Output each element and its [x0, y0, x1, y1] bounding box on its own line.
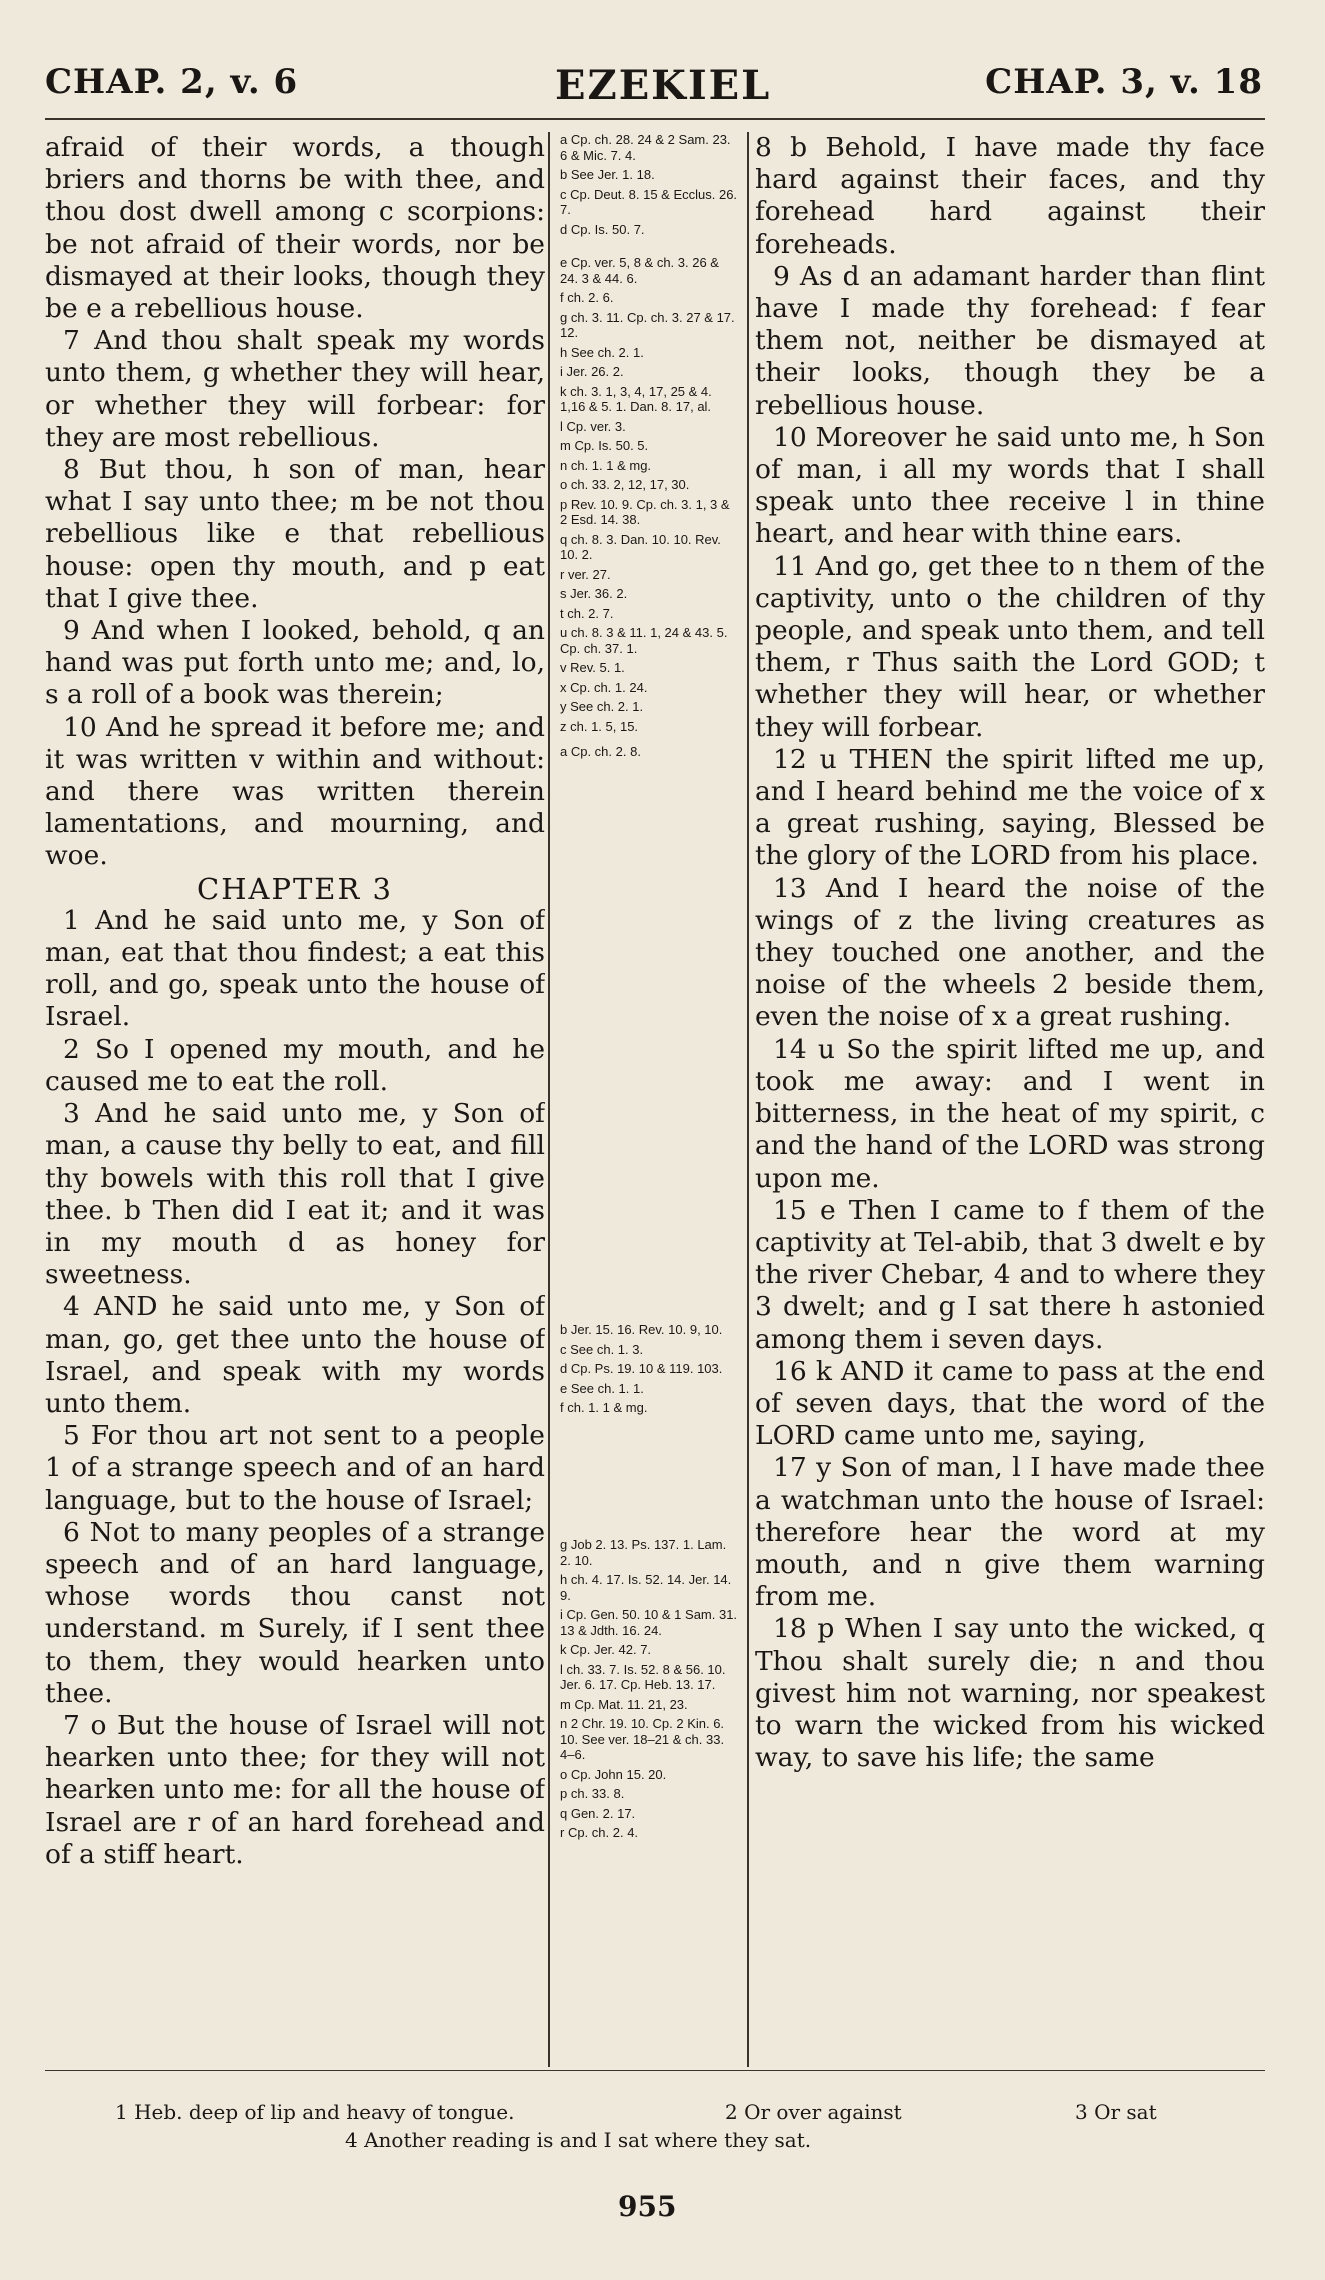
cross-reference: u ch. 8. 3 & 11. 1, 24 & 43. 5. Cp. ch. 37. 1.: [560, 625, 728, 656]
cross-references-middle: [560, 1322, 740, 1420]
cross-references-top: [560, 132, 740, 764]
cross-reference: a Cp. ch. 28. 24 & 2 Sam. 23. 6 & Mic. 7. 4.: [560, 132, 731, 163]
verse-text: 10 And he spread it before me; and it was written v within and without: and there was written therein lamentations, and mourning, and woe.: [45, 711, 545, 872]
verse-text: 7 o But the house of Israel will not hearken unto thee; for they will not hearken unto me: for all the house of Israel are r of an hard forehead and of a stiff heart.: [45, 1709, 545, 1870]
verse-text: 2 So I opened my mouth, and he caused me to eat the roll.: [45, 1033, 545, 1097]
cross-reference: n ch. 1. 1 & mg.: [560, 457, 652, 473]
verse-text: 17 y Son of man, l I have made thee a watchman unto the house of Israel: therefore hear the word at my mouth, and n give them warning from me.: [755, 1452, 1265, 1613]
verse-text: 14 u So the spirit lifted me up, and took me away: and I went in bitterness, in the heat of my spirit, c and the hand of the LORD was strong upon me.: [755, 1033, 1265, 1194]
cross-reference: r Cp. ch. 2. 4.: [560, 1825, 639, 1840]
cross-reference: m Cp. Is. 50. 5.: [560, 438, 649, 453]
cross-reference: g Job 2. 13. Ps. 137. 1. Lam. 2. 10.: [560, 1537, 727, 1568]
verse-text-paragraph-start: 12 u THEN the spirit lifted me up, and I heard behind me the voice of x a great rushing, saying, Blessed be the glory of the LORD from his place.: [755, 743, 1265, 872]
cross-reference: i Jer. 26. 2.: [560, 364, 624, 379]
cross-reference: m Cp. Mat. 11. 21, 23.: [560, 1696, 688, 1712]
cross-reference: i Cp. Gen. 50. 10 & 1 Sam. 31. 13 & Jdth. 16. 24.: [560, 1607, 738, 1638]
verse-text: 5 For thou art not sent to a people 1 of a strange speech and of an hard language, but to the house of Israel;: [45, 1420, 545, 1516]
verse-text-paragraph-start: 4 AND he said unto me, y Son of man, go, get thee unto the house of Israel, and speak with my words unto them.: [45, 1291, 545, 1419]
cross-reference: q ch. 8. 3. Dan. 10. 10. Rev. 10. 2.: [560, 531, 721, 562]
column-rule-right: [747, 132, 749, 2067]
verse-text: 8 But thou, h son of man, hear what I say unto thee; m be not thou rebellious like e that rebellious house: open thy mouth, and p eat that I give thee.: [45, 454, 545, 614]
cross-reference: h ch. 4. 17. Is. 52. 14. Jer. 14. 9.: [560, 1572, 732, 1603]
footnote: 2 Or over against: [725, 2100, 902, 2124]
cross-reference: f ch. 2. 6.: [560, 290, 614, 305]
cross-reference: r ver. 27.: [560, 566, 611, 582]
verse-text: 3 And he said unto me, y Son of man, a cause thy belly to eat, and fill thy bowels with this roll that I give thee. b Then did I eat it; and it was in my mouth d as honey for sweetness.: [45, 1098, 545, 1291]
cross-reference: s Jer. 36. 2.: [560, 586, 628, 601]
verse-text: 6 Not to many peoples of a strange speech and of an hard language, whose words thou canst not understand. m Surely, if I sent thee to them, they would hearken unto thee.: [45, 1516, 545, 1709]
verse-text-paragraph-start: 16 k AND it came to pass at the end of seven days, that the word of the LORD came unto me, saying,: [755, 1355, 1265, 1452]
left-text-column: [45, 132, 545, 2057]
page-number: 955: [618, 2190, 677, 2223]
cross-reference: v Rev. 5. 1.: [560, 660, 625, 675]
header-rule: [45, 118, 1265, 120]
verse-text: 15 e Then I came to f them of the captivity at Tel-abib, that 3 dwelt e by the river Chebar, 4 and to where they 3 dwelt; and g I sat there h astonied among them i seven days.: [755, 1194, 1265, 1355]
cross-reference: e See ch. 1. 1.: [560, 1380, 644, 1396]
cross-reference: p ch. 33. 8.: [560, 1786, 625, 1801]
cross-reference: a Cp. ch. 2. 8.: [560, 744, 641, 759]
cross-reference: c See ch. 1. 3.: [560, 1341, 644, 1357]
chapter-heading: CHAPTER 3: [197, 871, 393, 906]
cross-reference: t ch. 2. 7.: [560, 605, 614, 621]
verse-text: 18 p When I say unto the wicked, q Thou shalt surely die; n and thou givest him not warning, nor speakest to warn the wicked from his wicked way, to save his life; the same: [755, 1613, 1265, 1774]
cross-reference: l ch. 33. 7. Is. 52. 8 & 56. 10. Jer. 6. 17. Cp. Heb. 13. 17.: [560, 1661, 726, 1692]
column-rule-left: [548, 132, 550, 2067]
running-head-right: CHAP. 3, v. 18: [985, 62, 1263, 102]
cross-reference: o Cp. John 15. 20.: [560, 1766, 667, 1782]
footnote: 1 Heb. deep of lip and heavy of tongue.: [115, 2100, 515, 2124]
cross-reference: k ch. 3. 1, 3, 4, 17, 25 & 4. 1,16 & 5. 1. Dan. 8. 17, al.: [560, 383, 712, 414]
cross-reference: y See ch. 2. 1.: [560, 699, 644, 714]
verse-text: 9 As d an adamant harder than flint have I made thy forehead: f fear them not, neither be dismayed at their looks, though they be a rebellious house.: [755, 260, 1265, 421]
cross-reference: g ch. 3. 11. Cp. ch. 3. 27 & 17. 12.: [560, 309, 735, 340]
right-text-column: [755, 132, 1265, 2057]
cross-reference: l Cp. ver. 3.: [560, 418, 626, 434]
cross-reference: p Rev. 10. 9. Cp. ch. 3. 1, 3 & 2 Esd. 14. 38.: [560, 496, 730, 527]
cross-reference: c Cp. Deut. 8. 15 & Ecclus. 26. 7.: [560, 186, 738, 217]
verse-text: 13 And I heard the noise of the wings of z the living creatures as they touched one another, and the noise of the wheels 2 beside them, even the noise of x a great rushing.: [755, 872, 1265, 1033]
cross-reference-column: [560, 132, 740, 2057]
verse-text: afraid of their words, a though briers and thorns be with thee, and thou dost dwell among c scorpions: be not afraid of their words, nor be dismayed at their looks, though they be e a rebellious house.: [45, 132, 545, 325]
running-head-left: CHAP. 2, v. 6: [45, 62, 299, 102]
footnote-rule: [45, 2070, 1265, 2071]
verse-text: 9 And when I looked, behold, q an hand was put forth unto me; and, lo, s a roll of a book was therein;: [45, 615, 545, 711]
cross-reference: b See Jer. 1. 18.: [560, 167, 655, 182]
cross-reference: d Cp. Is. 50. 7.: [560, 221, 645, 237]
cross-reference: k Cp. Jer. 42. 7.: [560, 1642, 652, 1657]
cross-reference: h See ch. 2. 1.: [560, 344, 644, 360]
cross-reference: z ch. 1. 5, 15.: [560, 718, 639, 734]
cross-reference: e Cp. ver. 5, 8 & ch. 3. 26 & 24. 3 & 44. 6.: [560, 255, 719, 286]
cross-reference: q Gen. 2. 17.: [560, 1805, 636, 1821]
verse-text: 7 And thou shalt speak my words unto them, g whether they will hear, or whether they will forbear: for they are most rebellious.: [45, 325, 545, 453]
cross-reference: d Cp. Ps. 19. 10 & 119. 103.: [560, 1361, 723, 1376]
book-title: EZEKIEL: [555, 62, 772, 109]
verse-text: 11 And go, get thee to n them of the captivity, unto o the children of thy people, and speak unto them, and tell them, r Thus saith the Lord GOD; t whether they will hear, or whether they will forbear.: [755, 550, 1265, 743]
cross-reference: o ch. 33. 2, 12, 17, 30.: [560, 477, 690, 492]
cross-reference: f ch. 1. 1 & mg.: [560, 1400, 648, 1415]
footnote: 3 Or sat: [1075, 2100, 1157, 2124]
cross-reference: b Jer. 15. 16. Rev. 10. 9, 10.: [560, 1322, 723, 1337]
verse-text: 1 And he said unto me, y Son of man, eat that thou findest; a eat this roll, and go, speak unto the house of Israel.: [45, 904, 545, 1033]
footnote: 4 Another reading is and I sat where they sat.: [345, 2128, 812, 2152]
cross-reference: n 2 Chr. 19. 10. Cp. 2 Kin. 6. 10. See ver. 18–21 & ch. 33. 4–6.: [560, 1716, 725, 1762]
cross-reference: x Cp. ch. 1. 24.: [560, 679, 648, 695]
verse-text: 10 Moreover he said unto me, h Son of man, i all my words that I shall speak unto thee receive l in thine heart, and hear with thine ears.: [755, 421, 1265, 550]
verse-text: 8 b Behold, I have made thy face hard against their faces, and thy forehead hard against their foreheads.: [755, 132, 1265, 260]
cross-references-bottom: [560, 1537, 740, 1845]
